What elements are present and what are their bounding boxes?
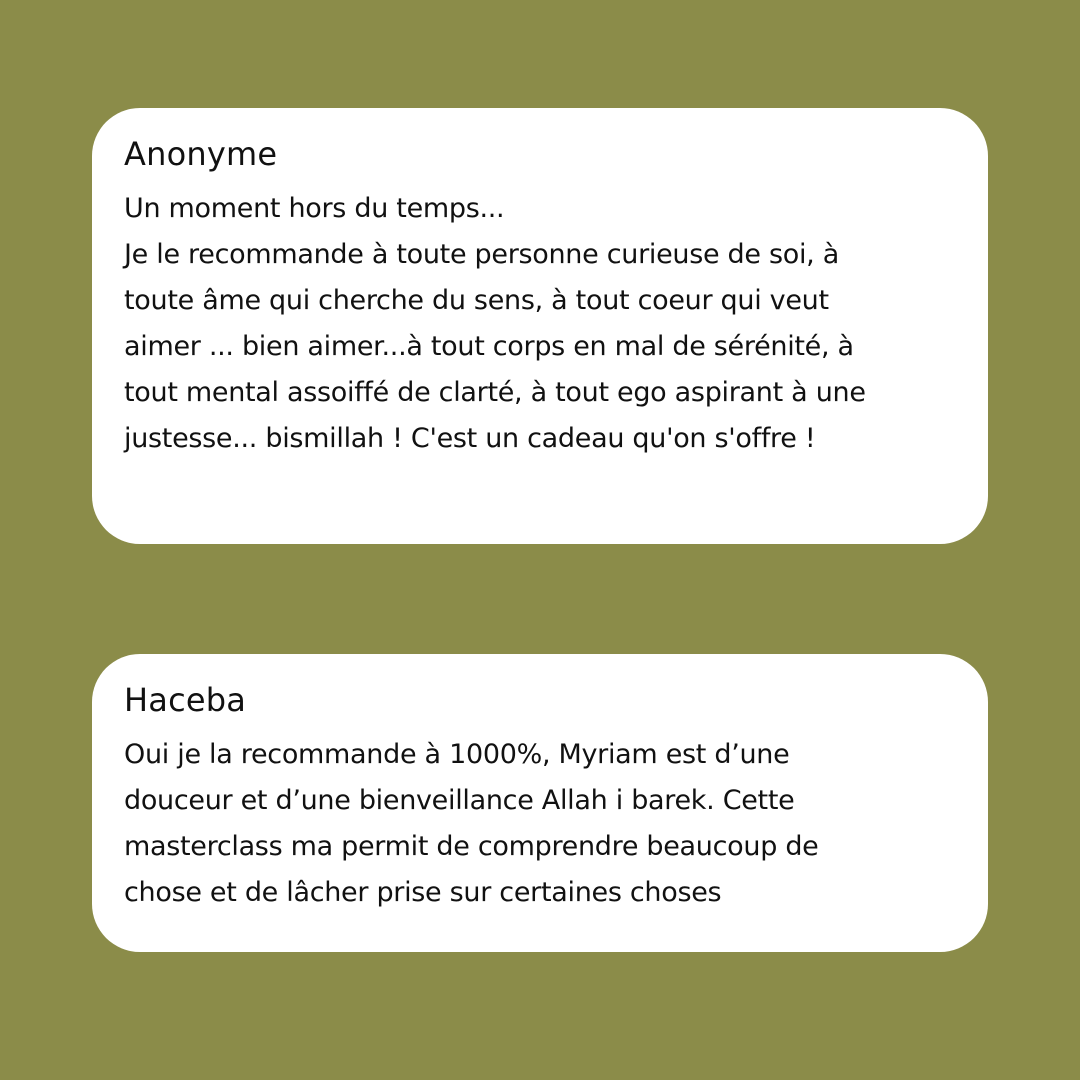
review-text-line: tout mental assoiffé de clarté, à tout ego aspirant à une <box>124 377 866 408</box>
review-text-line: Oui je la recommande à 1000%, Myriam est d’une <box>124 739 790 770</box>
review-text-line: Je le recommande à toute personne curieuse de soi, à <box>124 239 839 270</box>
review-text-line: justesse... bismillah ! C'est un cadeau qu'on s'offre ! <box>124 423 816 454</box>
review-text-line: douceur et d’une bienveillance Allah i barek. Cette <box>124 785 795 816</box>
review-text-line: aimer ... bien aimer...à tout corps en mal de sérénité, à <box>124 331 854 362</box>
review-card-anonyme <box>92 108 988 544</box>
review-author: Haceba <box>124 681 247 719</box>
review-card-haceba <box>92 654 988 952</box>
review-text-line: toute âme qui cherche du sens, à tout coeur qui veut <box>124 285 829 316</box>
review-text-line: chose et de lâcher prise sur certaines choses <box>124 877 722 908</box>
review-text-line: masterclass ma permit de comprendre beaucoup de <box>124 831 819 862</box>
review-text <box>124 186 948 462</box>
review-author: Anonyme <box>124 135 278 173</box>
review-text-line: Un moment hors du temps... <box>124 193 505 224</box>
review-text <box>124 732 948 916</box>
